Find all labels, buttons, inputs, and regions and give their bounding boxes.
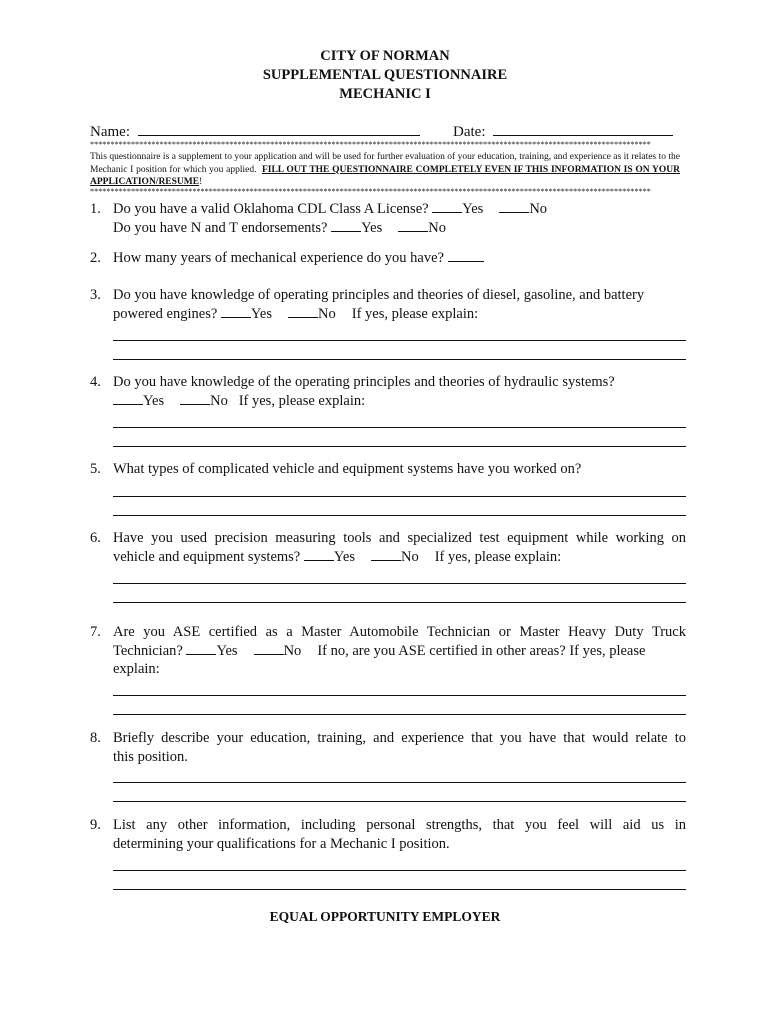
question-number: 5. <box>90 461 101 477</box>
explain-prompt: If yes, please explain: <box>238 392 366 409</box>
yes-blank[interactable] <box>331 219 361 232</box>
question-6 <box>90 529 686 566</box>
no-label: No <box>283 642 302 659</box>
yes-blank[interactable] <box>304 548 334 561</box>
question-3 <box>90 286 686 323</box>
no-blank[interactable] <box>398 219 428 232</box>
yes-label: Yes <box>143 392 165 409</box>
explain-prompt: If yes, please explain: <box>434 548 562 565</box>
answer-line[interactable] <box>113 427 686 428</box>
yes-label: Yes <box>250 305 273 322</box>
star-divider-bottom: ***************************************************************************************************************************************** <box>90 187 651 196</box>
no-label: No <box>428 219 446 236</box>
star-divider-top: ***************************************************************************************************************************************** <box>90 140 651 149</box>
question-number: 1. <box>90 201 101 217</box>
question-number: 3. <box>90 287 101 303</box>
no-blank[interactable] <box>371 548 401 561</box>
question-text-cont: determining your qualifications for a Mechanic I position. <box>113 835 450 852</box>
no-label: No <box>529 201 548 217</box>
date-input-line[interactable] <box>493 121 673 136</box>
answer-line[interactable] <box>113 889 686 890</box>
question-text: List any other information, including personal strengths, that you feel will aid us in <box>113 817 686 833</box>
question-text: How many years of mechanical experience do you have? <box>113 250 444 266</box>
intro-end: ! <box>199 177 203 187</box>
name-field-row <box>90 121 420 141</box>
no-blank[interactable] <box>180 392 210 405</box>
question-2 <box>90 249 686 268</box>
question-text: Do you have a valid Oklahoma CDL Class A License? <box>113 201 429 217</box>
question-9 <box>90 816 686 853</box>
question-text-cont: this position. <box>113 748 188 765</box>
question-text-cont: Technician? <box>113 642 183 659</box>
intro-paragraph <box>90 151 680 189</box>
answer-line[interactable] <box>113 446 686 447</box>
yes-blank[interactable] <box>113 392 143 405</box>
no-label: No <box>400 548 419 565</box>
question-number: 8. <box>90 730 101 746</box>
question-number: 6. <box>90 530 101 546</box>
city-title: CITY OF NORMAN <box>320 48 450 64</box>
yes-label: Yes <box>216 642 238 659</box>
answer-line[interactable] <box>113 515 686 516</box>
answer-line[interactable] <box>113 782 686 783</box>
question-text: Do you have knowledge of operating principles and theories of diesel, gasoline, and battery <box>113 287 645 303</box>
answer-line[interactable] <box>113 695 686 696</box>
no-blank[interactable] <box>288 305 318 318</box>
explain-prompt: If no, are you ASE certified in other areas? If yes, please <box>317 642 646 659</box>
yes-blank[interactable] <box>221 305 251 318</box>
question-4 <box>90 373 686 410</box>
intro-text: This questionnaire is a supplement to your application and will be used for further evaluation of your education, training, and experience as it relates to the Mechanic I position for which you applied. <box>90 152 680 175</box>
answer-line[interactable] <box>113 340 686 341</box>
yes-label: Yes <box>462 201 484 217</box>
yes-label: Yes <box>361 219 383 236</box>
question-number: 4. <box>90 374 101 390</box>
question-number: 2. <box>90 250 101 266</box>
question-5 <box>90 460 686 479</box>
question-7 <box>90 623 686 679</box>
no-blank[interactable] <box>254 642 284 655</box>
answer-line[interactable] <box>113 359 686 360</box>
no-label: No <box>210 392 228 409</box>
question-number: 9. <box>90 817 101 833</box>
answer-line[interactable] <box>113 602 686 603</box>
yes-blank[interactable] <box>186 642 216 655</box>
question-text-cont: powered engines? <box>113 305 218 322</box>
question-text-cont: vehicle and equipment systems? <box>113 548 301 565</box>
answer-line[interactable] <box>113 583 686 584</box>
question-text: Are you ASE certified as a Master Automobile Technician or Master Heavy Duty Truck <box>113 624 686 640</box>
date-field-row <box>453 121 673 141</box>
yes-label: Yes <box>333 548 355 565</box>
question-text: Have you used precision measuring tools and specialized test equipment while working on <box>113 530 686 546</box>
question-text: Do you have knowledge of the operating principles and theories of hydraulic systems? <box>113 374 615 390</box>
answer-line[interactable] <box>113 714 686 715</box>
explain-prompt: If yes, please explain: <box>351 305 479 322</box>
answer-line[interactable] <box>113 870 686 871</box>
no-blank[interactable] <box>499 200 529 213</box>
question-1 <box>90 200 686 237</box>
yes-blank[interactable] <box>432 200 462 213</box>
date-label: Date: <box>453 124 486 140</box>
footer-eoe: EQUAL OPPORTUNITY EMPLOYER <box>269 909 501 924</box>
question-text-cont: explain: <box>113 661 160 677</box>
answer-line[interactable] <box>113 801 686 802</box>
answer-line[interactable] <box>113 496 686 497</box>
position-title: MECHANIC I <box>339 86 431 102</box>
question-text: Briefly describe your education, training, and experience that you have that would relate to <box>113 730 686 746</box>
name-label: Name: <box>90 124 130 140</box>
form-title: SUPPLEMENTAL QUESTIONNAIRE <box>262 67 508 83</box>
question-text: Do you have N and T endorsements? <box>113 219 328 236</box>
years-blank[interactable] <box>448 249 484 262</box>
intro-emphasis: FILL OUT THE QUESTIONNAIRE COMPLETELY EVEN IF THIS INFORMATION IS ON YOUR APPLICATION/RESUME <box>90 164 680 187</box>
question-8 <box>90 729 686 766</box>
question-number: 7. <box>90 624 101 640</box>
no-label: No <box>318 305 336 322</box>
name-input-line[interactable] <box>138 121 420 136</box>
question-text: What types of complicated vehicle and equipment systems have you worked on? <box>113 461 582 477</box>
